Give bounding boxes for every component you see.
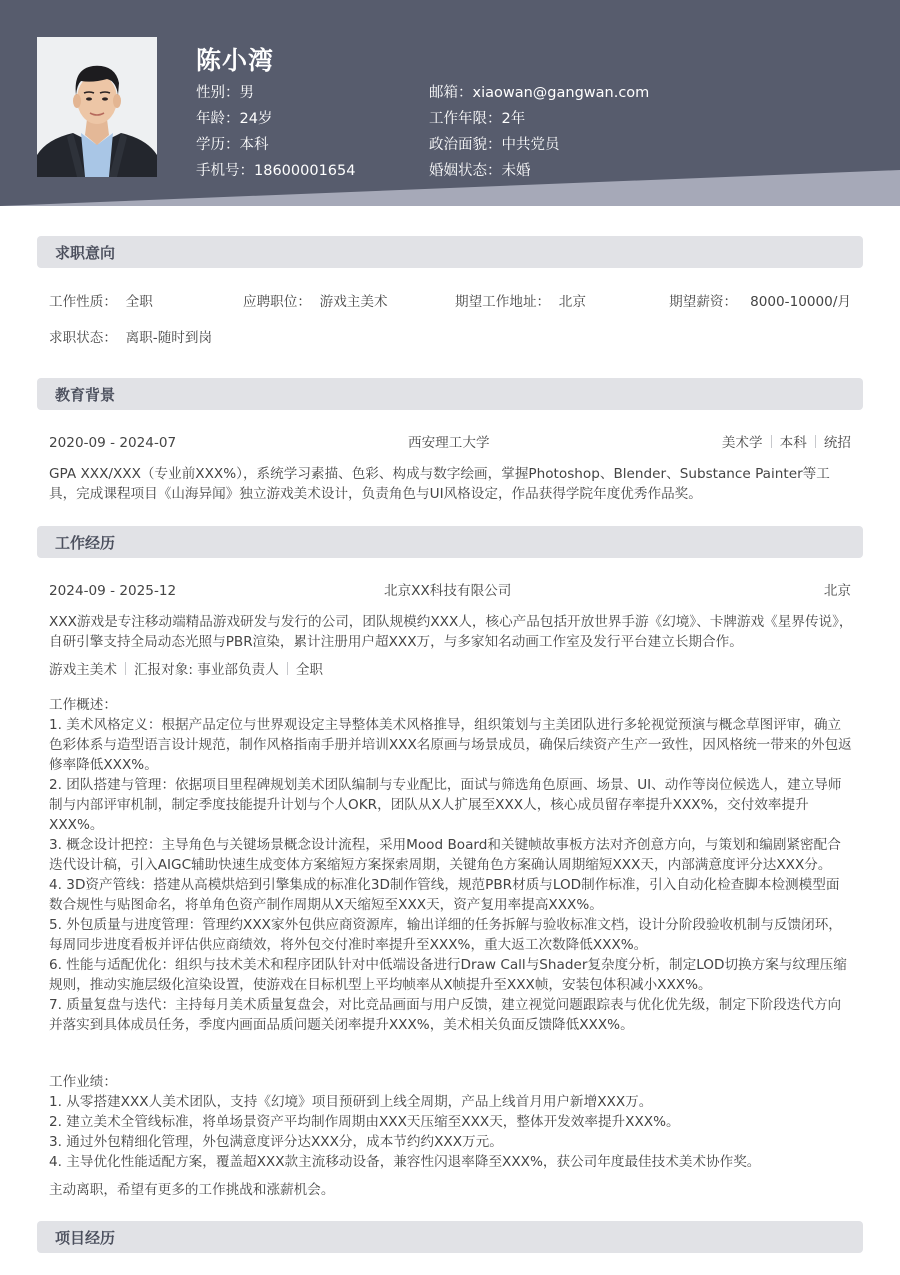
achievement-item: 1. 从零搭建XXX人美术团队，支持《幻境》项目预研到上线全周期，产品上线首月用户新增XXX万。	[49, 1094, 653, 1110]
resume-header	[0, 0, 900, 206]
divider	[771, 435, 772, 448]
profile-photo	[37, 37, 157, 177]
candidate-name: 陈小湾	[196, 46, 275, 75]
work-company-intro: XXX游戏是专注移动端精品游戏研发与发行的公司，团队规模约XXX人，核心产品包括开放世界手游《幻境》、卡牌游戏《星界传说》，自研引擎支持全局动态光照与PBR渲染，累计注册用户超XXX万，与多家知名动画工作室及发行平台建立长期合作。	[49, 614, 853, 650]
edu-tags	[722, 433, 851, 453]
section-title-project: 项目经历	[55, 1229, 116, 1247]
work-period: 2024-09 - 2025-12	[49, 583, 177, 599]
info-gender: 性别：男	[196, 85, 254, 101]
intent-salary: 期望薪资： 8000-10000/月	[669, 294, 851, 310]
work-overview	[49, 695, 853, 1035]
work-achievements	[49, 1072, 853, 1172]
divider	[125, 662, 126, 675]
overview-item: 1. 美术风格定义：根据产品定位与世界观设定主导整体美术风格推导，组织策划与主美团队进行多轮视觉预演与概念草图评审，确立色彩体系与造型语言设计规范，制作风格指南手册并培训XXX名原画与场景成员，确保后续资产生产一致性，因风格统一带来的外包返修率降低XXX%。	[49, 717, 852, 773]
info-years: 工作年限：2年	[429, 111, 526, 127]
info-politics: 政治面貌：中共党员	[429, 137, 560, 153]
info-marital: 婚姻状态：未婚	[429, 163, 531, 179]
overview-item: 7. 质量复盘与迭代：主持每月美术质量复盘会，对比竞品画面与用户反馈，建立视觉问题跟踪表与优化优先级，制定下阶段迭代方向并落实到具体成员任务，季度内画面品质问题关闭率提升XXX%，美术相关负面反馈降低XXX%。	[49, 997, 842, 1033]
edu-school: 西安理工大学	[408, 435, 490, 451]
person-photo-icon	[37, 37, 157, 177]
leave-reason: 主动离职，希望有更多的工作挑战和涨薪机会。	[49, 1182, 335, 1198]
work-role: 游戏主美术	[49, 662, 117, 678]
overview-item: 6. 性能与适配优化：组织与技术美术和程序团队针对中低端设备进行Draw Call与Shader复杂度分析，制定LOD切换方案与纹理压缩规则，推动实施层级化渲染设置，使游戏在目标机型上平均帧率从X帧提升至XXX帧，安装包体积减小XXX%。	[49, 957, 847, 993]
overview-item: 5. 外包质量与进度管理：管理约XXX家外包供应商资源库，输出详细的任务拆解与验收标准文档，设计分阶段验收机制与反馈闭环，每周同步进度看板并评估供应商绩效，将外包交付准时率提升至XXX%，重大返工次数降低XXX%。	[49, 917, 842, 953]
edu-degree: 本科	[779, 435, 807, 451]
section-bar-education	[37, 378, 863, 410]
section-title-work: 工作经历	[55, 534, 116, 552]
info-education: 学历：本科	[196, 137, 269, 153]
section-bar-work	[37, 526, 863, 558]
section-bar-intent	[37, 236, 863, 268]
intent-type: 工作性质： 全职	[49, 294, 153, 310]
overview-title: 工作概述：	[49, 697, 117, 713]
info-email: 邮箱：xiaowan@gangwan.com	[429, 85, 650, 101]
achievement-item: 4. 主导优化性能适配方案，覆盖超XXX款主流移动设备，兼容性闪退率降至XXX%，获公司年度最佳技术美术协作奖。	[49, 1154, 761, 1170]
achievements-title: 工作业绩：	[49, 1074, 117, 1090]
overview-item: 3. 概念设计把控：主导角色与关键场景概念设计流程，采用Mood Board和关键帧故事板方法对齐创意方向，与策划和编剧紧密配合迭代设计稿，引入AIGC辅助快速生成变体方案缩短方案探索周期，关键角色方案确认周期缩短XXX天，内部满意度评分达XXX分。	[49, 837, 841, 873]
achievement-item: 2. 建立美术全管线标准，将单场景资产平均制作周期由XXX天压缩至XXX天，整体开发效率提升XXX%。	[49, 1114, 680, 1130]
overview-item: 4. 3D资产管线：搭建从高模烘焙到引擎集成的标准化3D制作管线，规范PBR材质与LOD制作标准，引入自动化检查脚本检测模型面数合规性与贴图命名，将单角色资产制作周期从X天缩短至XXX天，资产复用率提高XXX%。	[49, 877, 840, 913]
edu-period: 2020-09 - 2024-07	[49, 435, 177, 451]
overview-item: 2. 团队搭建与管理：依据项目里程碑规划美术团队编制与专业配比，面试与筛选角色原画、场景、UI、动作等岗位候选人，建立导师制与内部评审机制，制定季度技能提升计划与个人OKR，团队从X人扩展至XXX人，核心成员留存率提升XXX%，交付效率提升XXX%。	[49, 777, 842, 833]
section-title-intent: 求职意向	[55, 244, 116, 262]
intent-location: 期望工作地址： 北京	[455, 294, 586, 310]
section-title-education: 教育背景	[55, 386, 116, 404]
divider	[815, 435, 816, 448]
achievement-item: 3. 通过外包精细化管理，外包满意度评分达XXX分，成本节约约XXX万元。	[49, 1134, 503, 1150]
edu-mode: 统招	[823, 435, 851, 451]
work-city: 北京	[823, 583, 851, 599]
section-bar-project	[37, 1221, 863, 1253]
work-report: 汇报对象: 事业部负责人	[133, 662, 279, 678]
edu-major: 美术学	[721, 435, 763, 451]
info-age: 年龄：24岁	[196, 111, 273, 127]
edu-description: GPA XXX/XXX（专业前XXX%），系统学习素描、色彩、构成与数字绘画，掌握Photoshop、Blender、Substance Painter等工具，完成课程项目《山海异闻》独立游戏美术设计，负责角色与UI风格设定，作品获得学院年度优秀作品奖。	[49, 466, 830, 502]
info-phone: 手机号：18600001654	[196, 163, 356, 179]
work-tags	[49, 660, 323, 680]
work-jobtype: 全职	[295, 662, 323, 678]
work-company: 北京XX科技有限公司	[384, 583, 512, 599]
divider	[287, 662, 288, 675]
intent-status: 求职状态： 离职-随时到岗	[49, 330, 213, 346]
intent-position: 应聘职位： 游戏主美术	[243, 294, 388, 310]
